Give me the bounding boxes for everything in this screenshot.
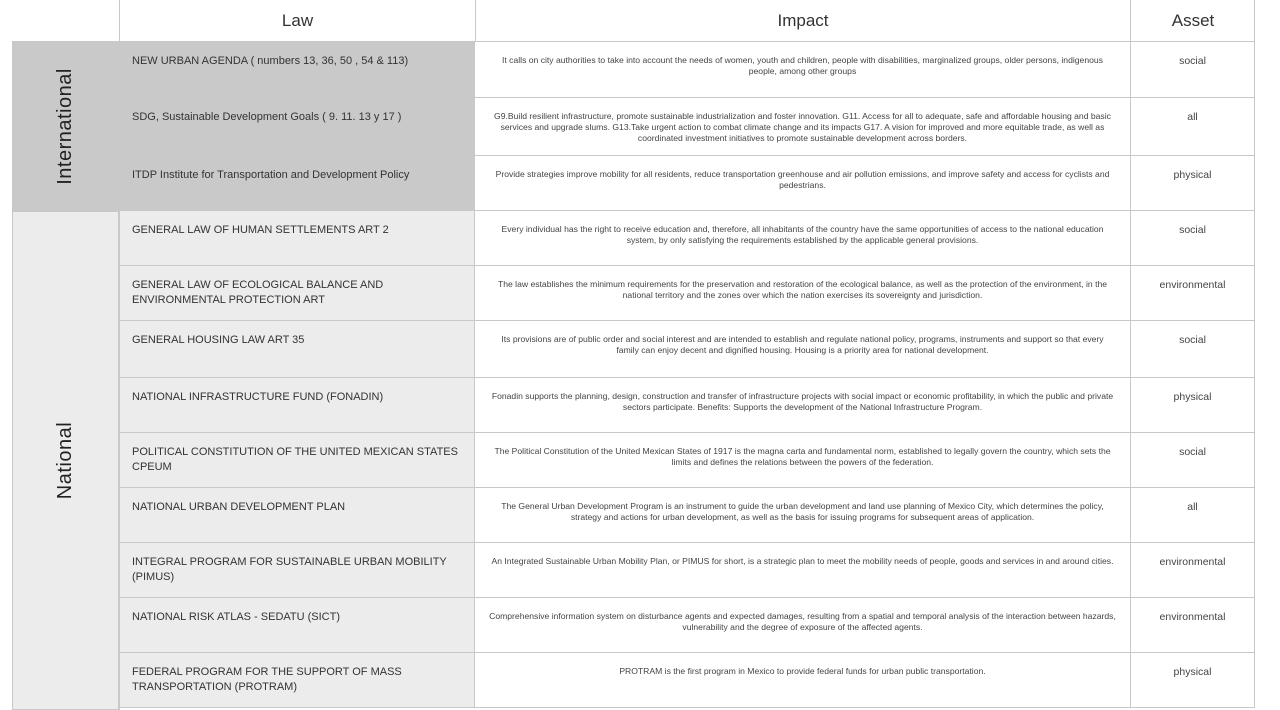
law-cell: GENERAL LAW OF HUMAN SETTLEMENTS ART 2 bbox=[120, 211, 475, 266]
impact-cell: It calls on city authorities to take into account the needs of women, youth and children, people with disabilities, marginalized groups, older persons, indigenous people, among other groups bbox=[475, 42, 1131, 98]
asset-cell: social bbox=[1131, 211, 1255, 266]
impact-cell: Its provisions are of public order and social interest and are intended to establish and regulate national policy, programs, instruments and support so that every family can enjoy decent and dignified housing. Housing is a priority area for national development. bbox=[475, 321, 1131, 378]
law-cell: NEW URBAN AGENDA ( numbers 13, 36, 50 , 54 & 113) bbox=[120, 42, 475, 98]
law-cell: SDG, Sustainable Development Goals ( 9. 11. 13 y 17 ) bbox=[120, 98, 475, 156]
asset-cell: social bbox=[1131, 433, 1255, 488]
column-header-asset: Asset bbox=[1171, 10, 1215, 30]
impact-cell: Every individual has the right to receive education and, therefore, all inhabitants of the country have the same opportunities of access to the national education system, by only satisfying the requirements established by the applicable general provisions. bbox=[475, 211, 1131, 266]
law-cell: NATIONAL INFRASTRUCTURE FUND (FONADIN) bbox=[120, 378, 475, 433]
table-row bbox=[120, 598, 1255, 653]
column-header-law: Law bbox=[281, 10, 314, 30]
table-row bbox=[120, 321, 1255, 378]
law-cell: NATIONAL RISK ATLAS - SEDATU (SICT) bbox=[120, 598, 475, 653]
table-row bbox=[120, 653, 1255, 708]
table-row bbox=[120, 211, 1255, 266]
law-cell: INTEGRAL PROGRAM FOR SUSTAINABLE URBAN MOBILITY (PIMUS) bbox=[120, 543, 475, 598]
law-cell: ITDP Institute for Transportation and Development Policy bbox=[120, 156, 475, 211]
asset-cell: all bbox=[1131, 488, 1255, 543]
asset-cell: physical bbox=[1131, 156, 1255, 211]
impact-cell: Comprehensive information system on disturbance agents and expected damages, resulting from a spatial and temporal analysis of the interaction between hazards, vulnerability and the degree of exposure of the affected agents. bbox=[475, 598, 1131, 653]
table-row bbox=[120, 98, 1255, 156]
grid-line bbox=[475, 0, 476, 41]
asset-cell: environmental bbox=[1131, 543, 1255, 598]
table-row bbox=[120, 433, 1255, 488]
group-label-national: National bbox=[53, 421, 76, 500]
table-row bbox=[120, 543, 1255, 598]
impact-cell: The General Urban Development Program is an instrument to guide the urban development and land use planning of Mexico City, which determines the policy, strategy and actions for urban development, as well as the basis for issuing programs for subsequent areas of application. bbox=[475, 488, 1131, 543]
grid-line bbox=[1254, 0, 1255, 41]
table-row bbox=[120, 156, 1255, 211]
asset-cell: physical bbox=[1131, 653, 1255, 708]
column-header-impact: Impact bbox=[777, 10, 829, 30]
asset-cell: social bbox=[1131, 42, 1255, 98]
group-national bbox=[12, 211, 119, 710]
asset-cell: environmental bbox=[1131, 598, 1255, 653]
group-international bbox=[12, 41, 119, 211]
impact-cell: G9.Build resilient infrastructure, promote sustainable industrialization and foster innovation. G11. Access for all to adequate, safe and affordable housing and basic services and upgrade slums. G13.Take urgent action to combat climate change and its impacts G17. A vision for improved and more equitable trade, as well as coordinated investment initiatives to promote sustainable development across borders. bbox=[475, 98, 1131, 156]
law-cell: NATIONAL URBAN DEVELOPMENT PLAN bbox=[120, 488, 475, 543]
impact-cell: The law establishes the minimum requirements for the preservation and restoration of the ecological balance, as well as the protection of the environment, in the national territory and the zones over which the nation exercises its sovereignty and jurisdiction. bbox=[475, 266, 1131, 321]
law-cell: POLITICAL CONSTITUTION OF THE UNITED MEXICAN STATES CPEUM bbox=[120, 433, 475, 488]
asset-cell: physical bbox=[1131, 378, 1255, 433]
impact-cell: Provide strategies improve mobility for all residents, reduce transportation greenhouse and air pollution emissions, and improve safety and access for cyclists and pedestrians. bbox=[475, 156, 1131, 211]
impact-cell: PROTRAM is the first program in Mexico to provide federal funds for urban public transportation. bbox=[475, 653, 1131, 708]
table-row bbox=[120, 266, 1255, 321]
law-cell: GENERAL HOUSING LAW ART 35 bbox=[120, 321, 475, 378]
asset-cell: all bbox=[1131, 98, 1255, 156]
law-cell: FEDERAL PROGRAM FOR THE SUPPORT OF MASS TRANSPORTATION (PROTRAM) bbox=[120, 653, 475, 708]
table-row bbox=[120, 378, 1255, 433]
law-cell: GENERAL LAW OF ECOLOGICAL BALANCE AND ENVIRONMENTAL PROTECTION ART bbox=[120, 266, 475, 321]
asset-cell: social bbox=[1131, 321, 1255, 378]
asset-cell: environmental bbox=[1131, 266, 1255, 321]
impact-cell: An Integrated Sustainable Urban Mobility Plan, or PIMUS for short, is a strategic plan to meet the mobility needs of people, goods and services in and around cities. bbox=[475, 543, 1131, 598]
table-row bbox=[120, 488, 1255, 543]
impact-cell: The Political Constitution of the United Mexican States of 1917 is the magna carta and fundamental norm, established to legally govern the country, which sets the limits and defines the relations between the powers of the federation. bbox=[475, 433, 1131, 488]
grid-line bbox=[1130, 0, 1131, 41]
impact-cell: Fonadin supports the planning, design, construction and transfer of infrastructure projects with social impact or economic profitability, in which the public and private sectors participate. Benefits: Supports the development of the National Infrastructure Program. bbox=[475, 378, 1131, 433]
table-row bbox=[120, 42, 1255, 98]
group-label-international: International bbox=[54, 67, 77, 185]
